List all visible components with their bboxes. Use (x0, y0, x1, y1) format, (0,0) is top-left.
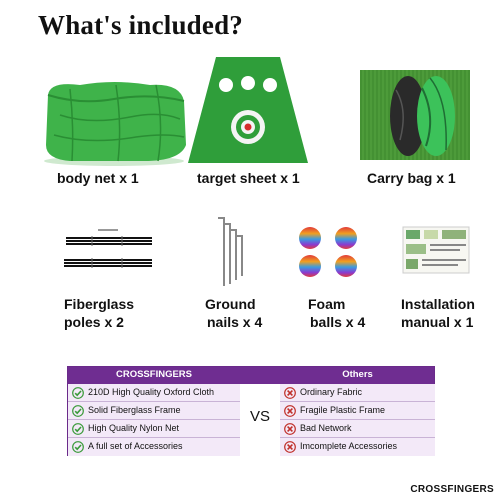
comparison-right-row (280, 384, 435, 402)
foam-balls-graphic (296, 224, 362, 280)
foam-balls-caption-line2: balls x 4 (310, 314, 366, 330)
check-icon (72, 441, 84, 453)
comparison-left-column (68, 384, 240, 456)
target-hole-right (263, 78, 277, 92)
comparison-left-header: CROSSFINGERS (115, 369, 192, 380)
target-sheet-image (186, 55, 310, 165)
comparison-right-text: Bad Network (300, 423, 352, 433)
body-net-graphic (40, 75, 188, 167)
comparison-left-text: A full set of Accessories (88, 441, 183, 451)
ground-nails-caption-line1: Ground (205, 296, 256, 312)
fiberglass-poles-caption-line1: Fiberglass (64, 296, 135, 312)
foam-balls-caption-line1: Foam (308, 296, 346, 312)
foam-balls-image (296, 224, 362, 280)
body-net-image (40, 75, 188, 167)
brand-logo: CROSSFINGERS (410, 484, 494, 495)
fiberglass-poles-caption-line2: poles x 2 (64, 314, 124, 330)
comparison-left-row (68, 384, 240, 402)
comparison-table (67, 366, 435, 456)
fiberglass-poles-graphic (62, 226, 154, 274)
carry-bag-caption: Carry bag x 1 (367, 170, 456, 186)
cross-icon (284, 423, 296, 435)
cross-icon (284, 441, 296, 453)
page-title: What's included? (38, 10, 244, 40)
comparison-left-text: 210D High Quality Oxford Cloth (88, 387, 215, 397)
vs-label: VS (249, 408, 270, 425)
comparison-left-row (68, 402, 240, 420)
target-sheet-graphic (186, 55, 310, 165)
comparison-left-row (68, 420, 240, 438)
target-sheet-caption: target sheet x 1 (197, 170, 300, 186)
check-icon (72, 423, 84, 435)
cross-icon (284, 387, 296, 399)
cross-icon (284, 405, 296, 417)
comparison-right-row (280, 420, 435, 438)
carry-bag-graphic (360, 70, 470, 160)
comparison-right-text: Fragile Plastic Frame (300, 405, 386, 415)
comparison-header (68, 367, 434, 384)
comparison-left-row (68, 438, 240, 456)
check-icon (72, 405, 84, 417)
comparison-middle (240, 384, 280, 456)
check-icon (72, 387, 84, 399)
target-hole-center (241, 76, 255, 90)
installation-manual-image (402, 226, 470, 274)
comparison-right-column (280, 384, 435, 456)
carry-bag-image (360, 70, 470, 160)
comparison-left-text: Solid Fiberglass Frame (88, 405, 181, 415)
fiberglass-poles-image (62, 226, 154, 274)
ground-nails-image (214, 214, 250, 290)
target-hole-left (219, 78, 233, 92)
comparison-right-header: Others (342, 369, 373, 380)
comparison-right-row (280, 438, 435, 456)
installation-manual-caption-line1: Installation (401, 296, 475, 312)
body-net-caption: body net x 1 (57, 170, 139, 186)
comparison-right-text: Ordinary Fabric (300, 387, 363, 397)
ground-nails-graphic (214, 214, 250, 290)
comparison-right-text: Imcomplete Accessories (300, 441, 398, 451)
ground-nails-caption-line2: nails x 4 (207, 314, 263, 330)
installation-manual-caption-line2: manual x 1 (401, 314, 474, 330)
comparison-right-row (280, 402, 435, 420)
installation-manual-graphic (402, 226, 470, 274)
comparison-left-text: High Quality Nylon Net (88, 423, 180, 433)
